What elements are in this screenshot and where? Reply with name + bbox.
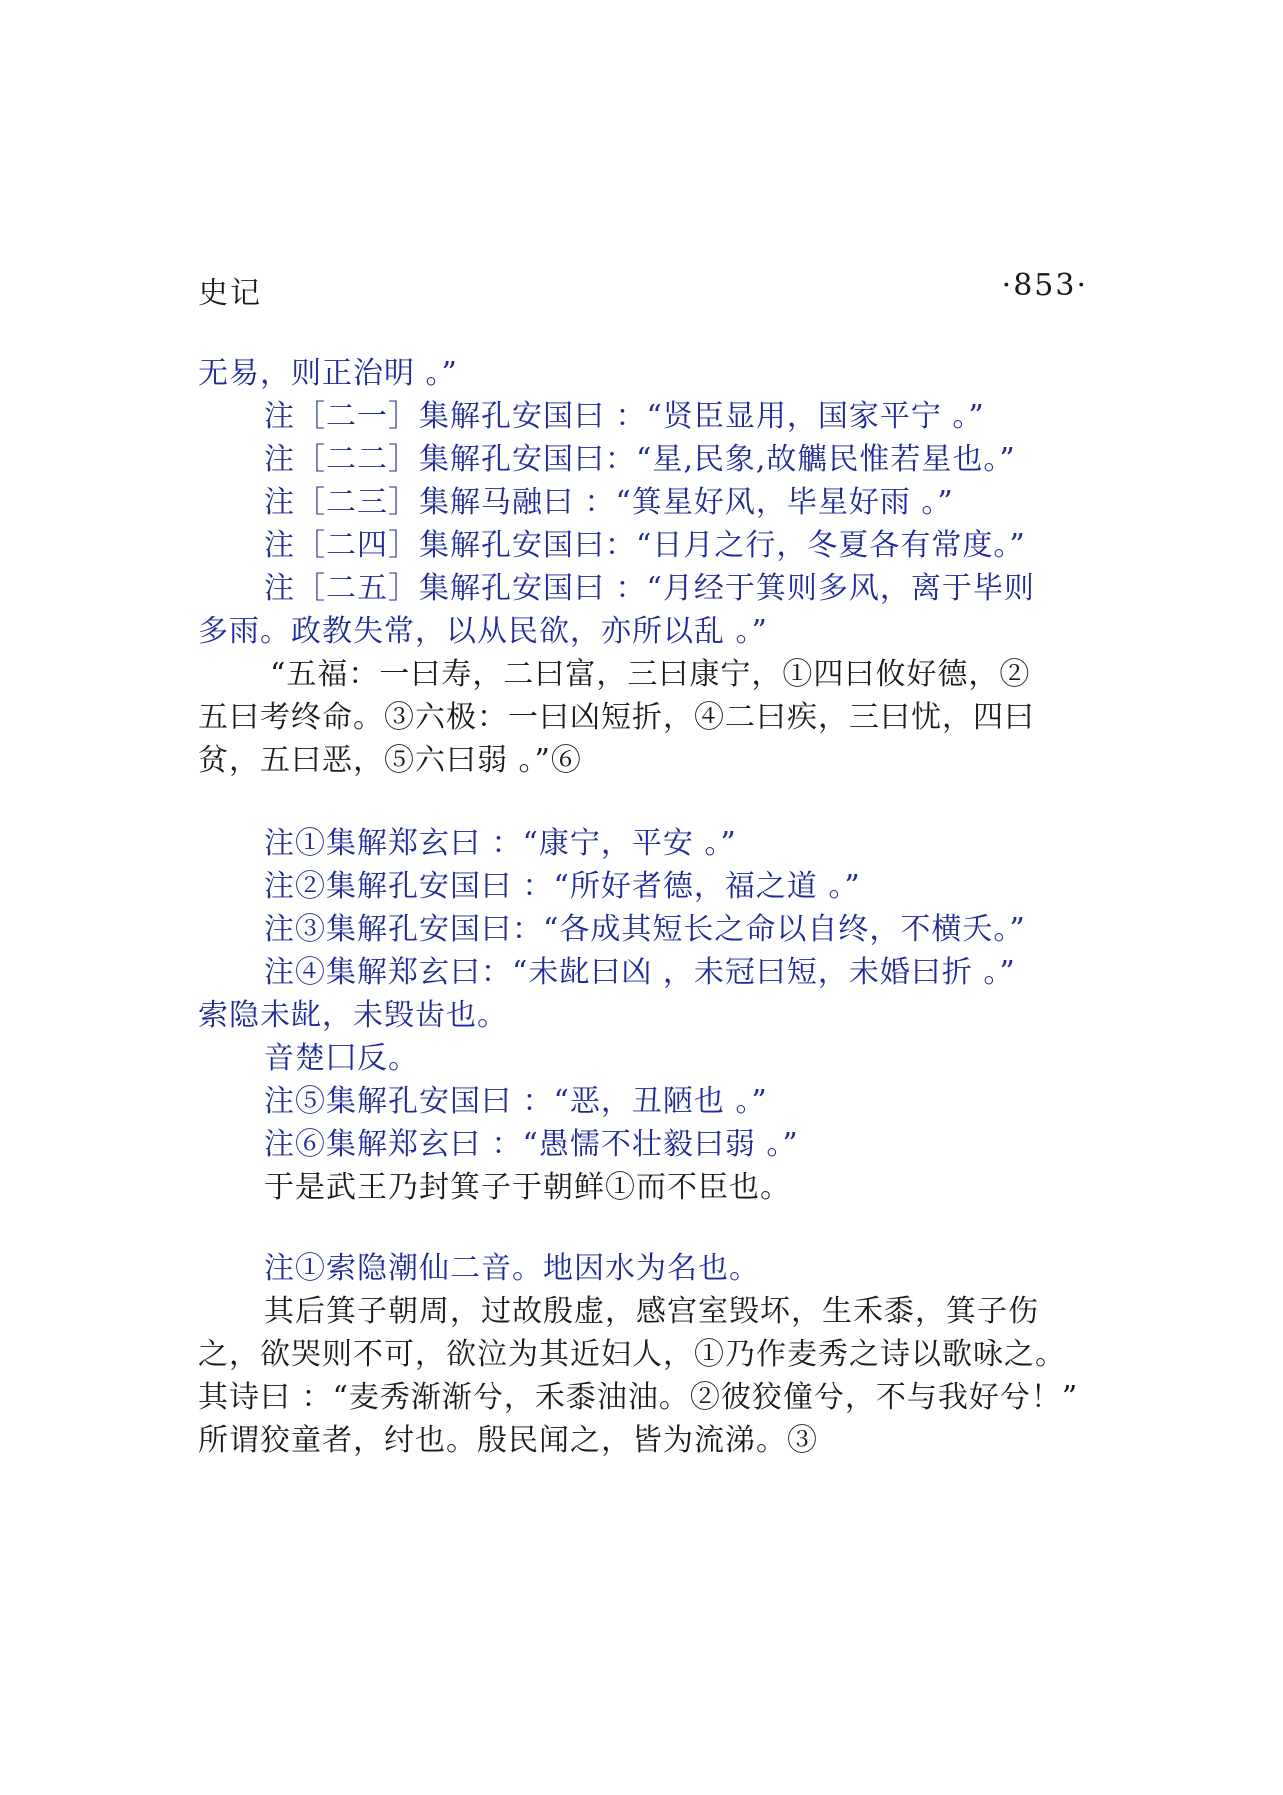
- text-line: 注［二五］集解孔安国曰 ：“月经于箕则多风，离于毕则: [264, 571, 1035, 606]
- text-line: 注③集解孔安国曰：“各成其短长之命以自终，不横夭。”: [264, 912, 1026, 947]
- text-line: 无易，则正治明 。”: [198, 356, 458, 391]
- paragraph-gap: [198, 782, 1143, 822]
- text-line: 注［二四］集解孔安国曰：“日月之行，冬夏各有常度。”: [264, 528, 1026, 563]
- text-line: 注②集解孔安国曰 ：“所好者德，福之道 。”: [264, 869, 861, 904]
- book-title: 史记: [198, 276, 262, 311]
- text-line: “五福：一曰寿，二曰富，三曰康宁，①四曰攸好德，②: [270, 657, 1031, 692]
- text-line: 注［二一］集解孔安国曰 ：“贤臣显用，国家平宁 。”: [264, 399, 985, 434]
- text-line: 音楚囗反。: [264, 1041, 419, 1076]
- text-line: 索隐未龀，未毁齿也。: [198, 998, 508, 1033]
- text-line: 注①索隐潮仙二音。地因水为名也。: [264, 1251, 760, 1286]
- text-line: 五曰考终命。③六极：一曰凶短折，④二曰疾，三曰忧，四曰: [198, 700, 1035, 735]
- text-line: 注［二三］集解马融曰 ：“箕星好风，毕星好雨 。”: [264, 485, 954, 520]
- text-line: 注［二二］集解孔安国曰：“星,民象,故觽民惟若星也。”: [264, 442, 1016, 477]
- text-line: 贫，五曰恶，⑤六曰弱 。”⑥: [198, 743, 582, 778]
- text-line: 于是武王乃封箕子于朝鲜①而不臣也。: [264, 1170, 791, 1205]
- text-line: 其后箕子朝周，过故殷虚，感宫室毁坏，生禾黍，箕子伤: [264, 1294, 1039, 1329]
- page-header: [198, 268, 1088, 312]
- text-line: 其诗曰 ：“麦秀渐渐兮，禾黍油油。②彼狡僮兮，不与我好兮！”: [198, 1380, 1079, 1415]
- page-number: ·853·: [1001, 268, 1088, 303]
- text-line: 注⑥集解郑玄曰 ：“愚懦不壮毅曰弱 。”: [264, 1127, 799, 1162]
- text-line: 注④集解郑玄曰：“未龀曰凶 ，未冠曰短，未婚曰折 。”: [264, 955, 1016, 990]
- text-line: 所谓狡童者，纣也。殷民闻之，皆为流涕。③: [198, 1423, 818, 1458]
- text-line: 注⑤集解孔安国曰 ：“恶，丑陋也 。”: [264, 1084, 768, 1119]
- text-line: 注①集解郑玄曰 ：“康宁，平安 。”: [264, 826, 737, 861]
- text-line: 之，欲哭则不可，欲泣为其近妇人，①乃作麦秀之诗以歌咏之。: [198, 1337, 1066, 1372]
- paragraph-gap: [198, 1209, 1143, 1247]
- text-line: 多雨。政教失常，以从民欲，亦所以乱 。”: [198, 614, 768, 649]
- text-body: [198, 352, 1143, 1462]
